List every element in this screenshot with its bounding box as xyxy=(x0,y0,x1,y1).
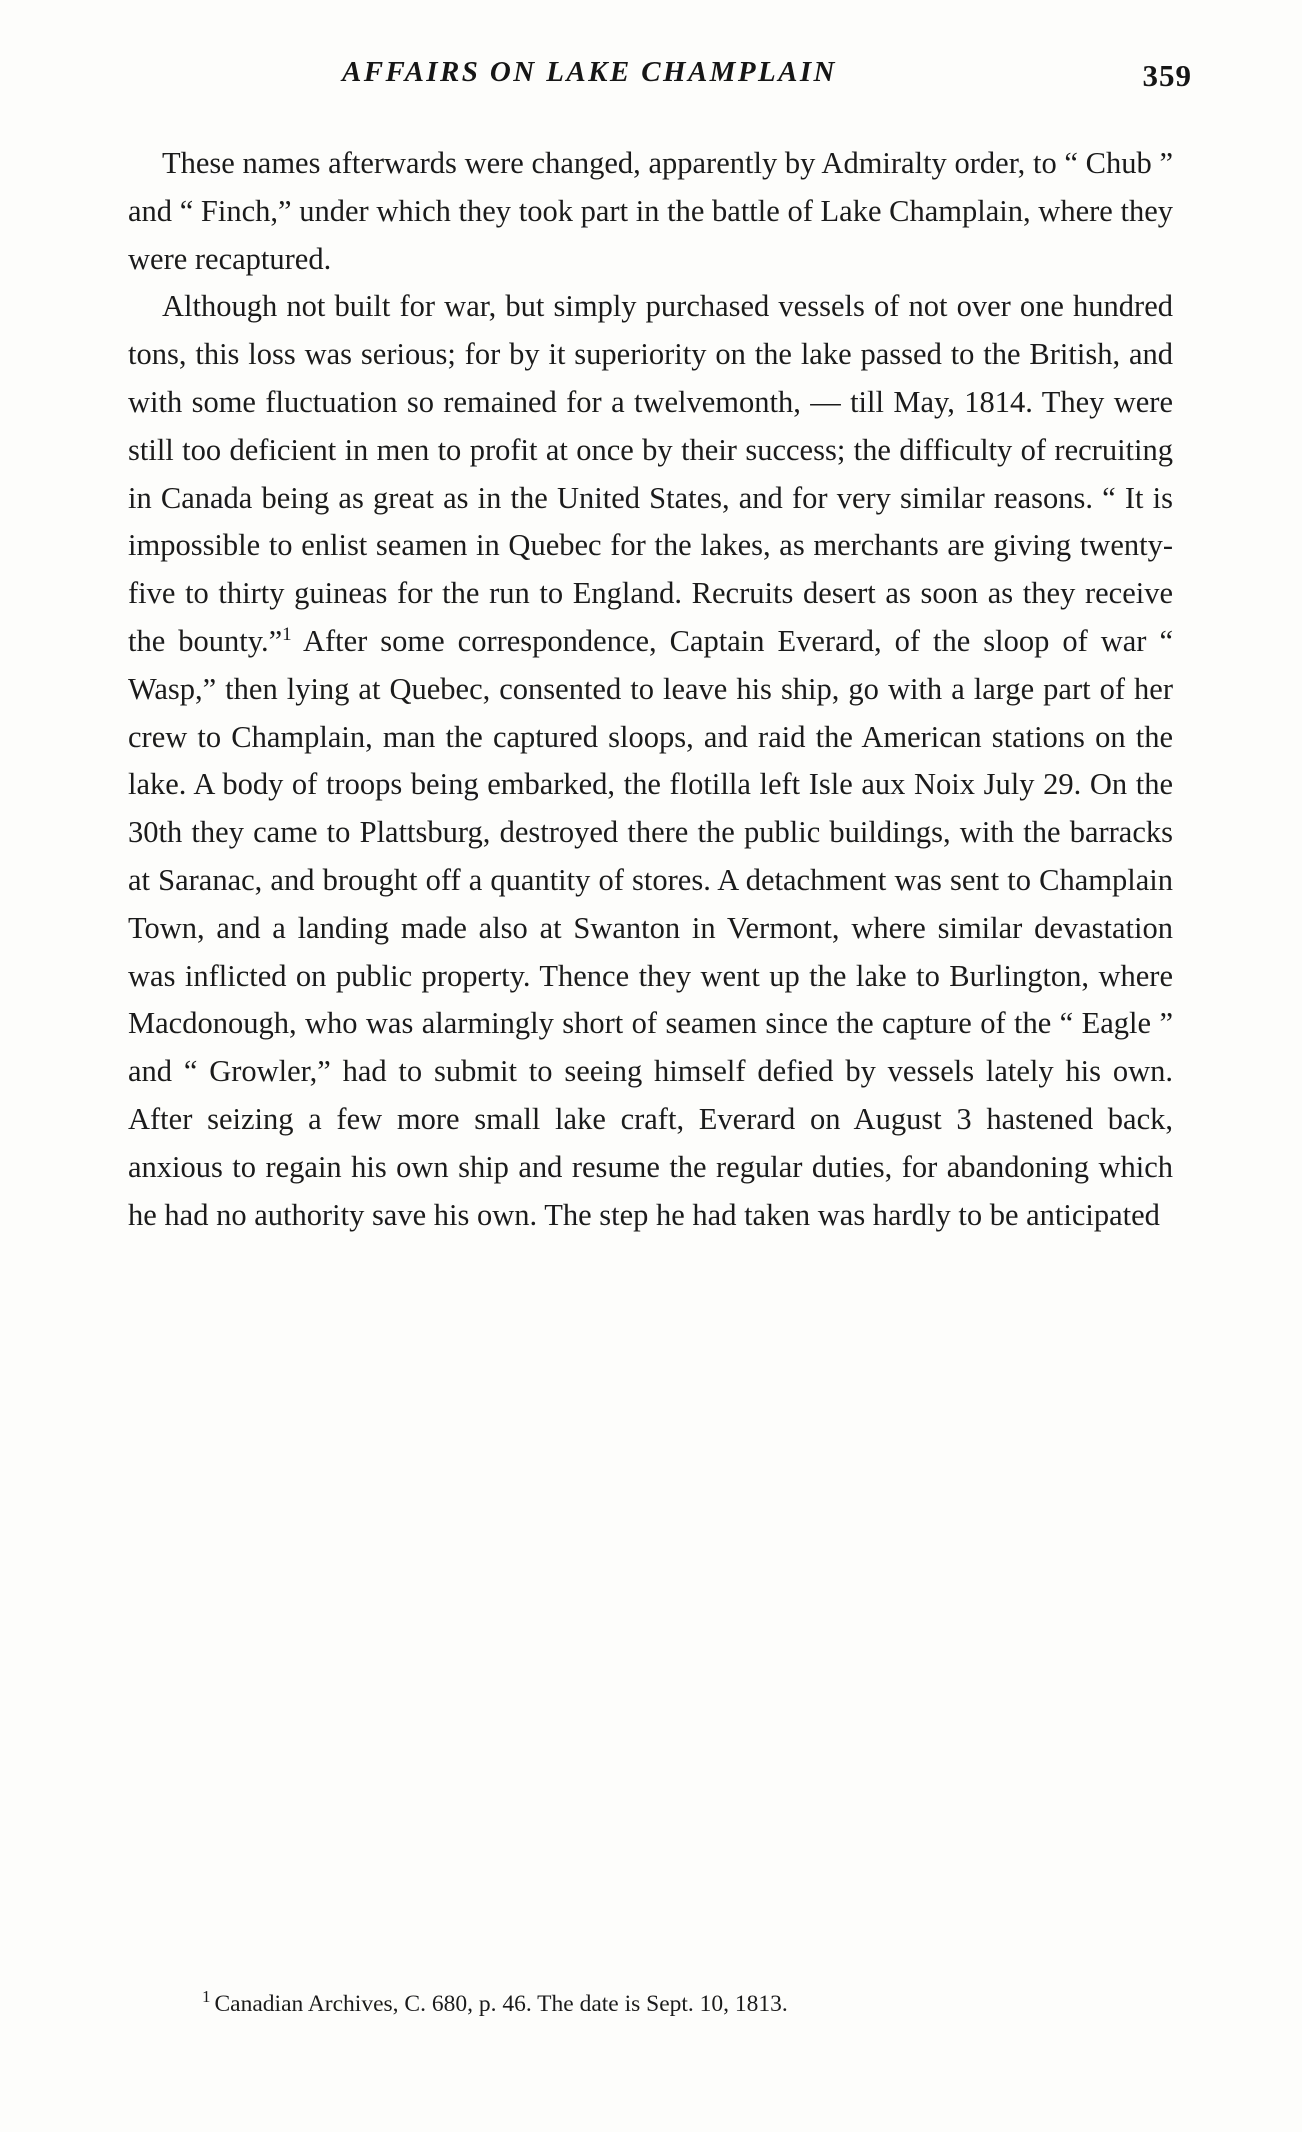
paragraph-1: These names afterwards were changed, apparently by Admiralty order, to “ Chub ” and “ Finch,” under which they took part in the battle of Lake Champlain, where they were recaptured. xyxy=(128,146,1173,276)
paragraph-2 xyxy=(128,283,1173,1239)
paragraph-2-part-1: Although not built for war, but simply purchased vessels of not over one hundred tons, this loss was serious; for by it superiority on the lake passed to the British, and with some fluctuation so remained for a twelvemonth, — till May, 1814. They were still too deficient in men to profit at once by their success; the difficulty of recruiting in Canada being as great as in the United States, and for very similar reasons. “ It is impossible to enlist seamen in Quebec for the lakes, as merchants are giving twenty-five to thirty guineas for the run to England. Recruits desert as soon as they receive the bounty.” xyxy=(128,289,1173,658)
footnote-reference-marker: 1 xyxy=(282,623,292,645)
footnote xyxy=(128,1988,1173,2020)
footnote-text: Canadian Archives, C. 680, p. 46. The date is Sept. 10, 1813. xyxy=(214,1991,788,2017)
body-text xyxy=(128,140,1173,1239)
paragraph-2-part-2: After some correspondence, Captain Everard, of the sloop of war “ Wasp,” then lying at Quebec, consented to leave his ship, go with a large part of her crew to Champlain, man the captured sloops, and raid the American stations on the lake. A body of troops being embarked, the flotilla left Isle aux Noix July 29. On the 30th they came to Plattsburg, destroyed there the public buildings, with the barracks at Saranac, and brought off a quantity of stores. A detachment was sent to Champlain Town, and a landing made also at Swanton in Vermont, where similar devastation was inflicted on public property. Thence they went up the lake to Burlington, where Macdonough, who was alarmingly short of seamen since the capture of the “ Eagle ” and “ Growler,” had to submit to seeing himself defied by vessels lately his own. After seizing a few more small lake craft, Everard on August 3 hastened back, anxious to regain his own ship and resume the regular duties, for abandoning which he had no authority save his own. The step he had taken was hardly to be anticipated xyxy=(128,623,1173,1232)
footnote-marker: 1 xyxy=(202,1987,211,2007)
page-number: 359 xyxy=(1142,58,1192,93)
running-head: AFFAIRS ON LAKE CHAMPLAIN xyxy=(342,56,837,88)
page-header xyxy=(130,56,1192,102)
